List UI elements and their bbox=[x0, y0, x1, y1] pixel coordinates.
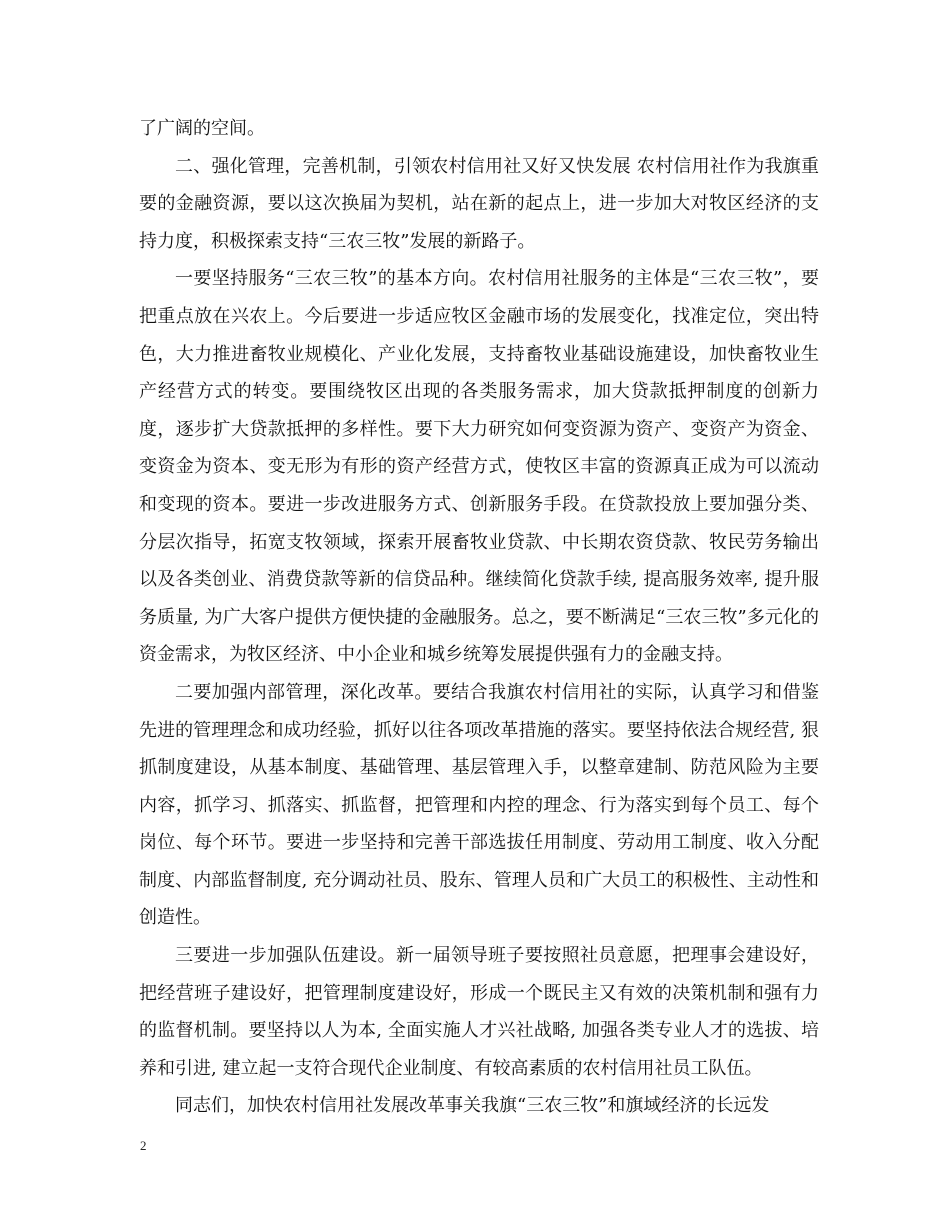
page-number: 2 bbox=[140, 1138, 147, 1153]
paragraph-point-three: 三要进一步加强队伍建设。新一届领导班子要按照社员意愿，把理事会建设好，把经营班子建设好，把管理制度建设好，形成一个既民主又有效的决策机制和强有力的监督机制。要坚持以人为本, 全面实施人才兴社战略, 加强各类专业人才的选拔、培养和引进, 建立起一支符合现代企业制度、有较高素质的农村信用社员工队伍。 bbox=[139, 945, 819, 1079]
paragraph-point-two: 二要加强内部管理，深化改革。要结合我旗农村信用社的实际，认真学习和借鉴先进的管理理念和成功经验，抓好以往各项改革措施的落实。要坚持依法合规经营, 狠抓制度建设，从基本制度、基础管理、基层管理入手，以整章建制、防范风险为主要内容，抓学习、抓落实、抓监督，把管理和内控的理念、行为落实到每个员工、每个岗位、每个环节。要进一步坚持和完善干部选拔任用制度、劳动用工制度、收入分配制度、内部监督制度, 充分调动社员、股东、管理人员和广大员工的积极性、主动性和创造性。 bbox=[139, 681, 819, 929]
document-body bbox=[139, 110, 819, 1125]
paragraph-section-two-heading: 二、强化管理，完善机制，引领农村信用社又好又快发展 农村信用社作为我旗重要的金融资源，要以这次换届为契机，站在新的起点上，进一步加大对牧区经济的支持力度，积极探索支持“三农三牧”发展的新路子。 bbox=[139, 155, 819, 252]
paragraph-point-one: 一要坚持服务“三农三牧”的基本方向。农村信用社服务的主体是“三农三牧”，要把重点放在兴农上。今后要进一步适应牧区金融市场的发展变化，找准定位，突出特色，大力推进畜牧业规模化、产业化发展，支持畜牧业基础设施建设，加快畜牧业生产经营方式的转变。要围绕牧区出现的各类服务需求，加大贷款抵押制度的创新力度，逐步扩大贷款抵押的多样性。要下大力研究如何变资源为资产、变资产为资金、变资金为资本、变无形为有形的资产经营方式，使牧区丰富的资源真正成为可以流动和变现的资本。要进一步改进服务方式、创新服务手段。在贷款投放上要加强分类、分层次指导，拓宽支牧领域，探索开展畜牧业贷款、中长期农资贷款、牧民劳务输出以及各类创业、消费贷款等新的信贷品种。继续简化贷款手续, 提高服务效率, 提升服务质量, 为广大客户提供方便快捷的金融服务。总之，要不断满足“三农三牧”多元化的资金需求，为牧区经济、中小企业和城乡统筹发展提供强有力的金融支持。 bbox=[139, 268, 819, 666]
paragraph-continuation: 了广阔的空间。 bbox=[139, 118, 265, 139]
paragraph-closing: 同志们，加快农村信用社发展改革事关我旗“三农三牧”和旗域经济的长远发 bbox=[175, 1095, 770, 1117]
